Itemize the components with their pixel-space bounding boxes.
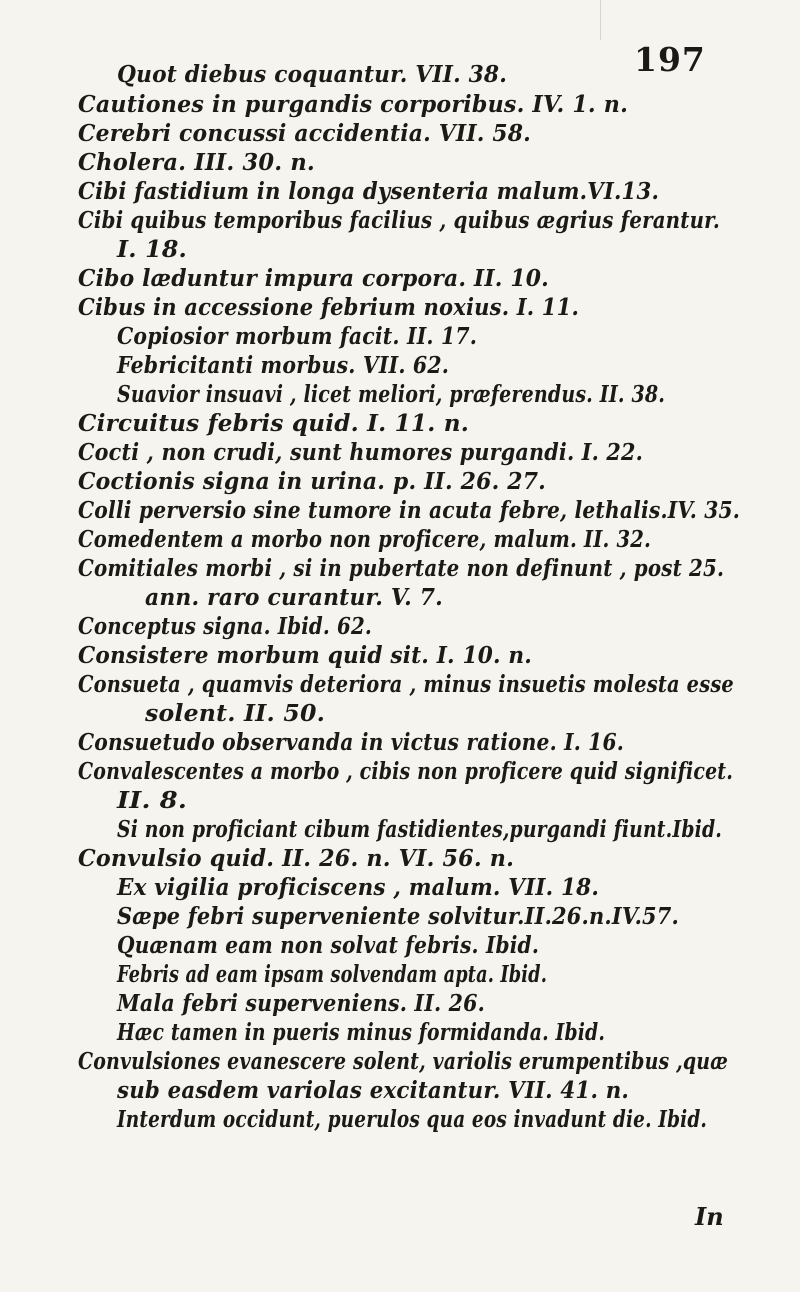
- index-line: Si non proficiant cibum fastidientes,purgandi fiunt.Ibid.: [117, 816, 722, 843]
- index-line: Consuetudo observanda in victus ratione. I. 16.: [78, 729, 624, 756]
- index-line: Quænam eam non solvat febris. Ibid.: [117, 932, 540, 959]
- index-line: Cibus in accessione febrium noxius. I. 11.: [78, 294, 580, 321]
- catchword: In: [695, 1202, 724, 1231]
- index-line: Convulsio quid. II. 26. n. VI. 56. n.: [78, 845, 515, 872]
- index-line: Comitiales morbi , si in pubertate non definunt , post 25.: [78, 555, 725, 582]
- index-line: Febricitanti morbus. VII. 62.: [117, 352, 450, 379]
- index-line: Sæpe febri superveniente solvitur.II.26.n.IV.57.: [117, 903, 679, 930]
- index-line: solent. II. 50.: [145, 700, 326, 727]
- index-line: Febris ad eam ipsam solvendam apta. Ibid.: [117, 961, 548, 988]
- index-line: II. 8.: [117, 787, 187, 814]
- index-line: Circuitus febris quid. I. 11. n.: [78, 410, 469, 437]
- index-line: I. 18.: [117, 236, 187, 263]
- index-line: Cibo læduntur impura corpora. II. 10.: [78, 265, 549, 292]
- index-line: Cautiones in purgandis corporibus. IV. 1. n.: [78, 91, 629, 118]
- index-line: ann. raro curantur. V. 7.: [145, 584, 443, 611]
- index-line: Quot diebus coquantur. VII. 38.: [117, 61, 507, 88]
- index-line: Hæc tamen in pueris minus formidanda. Ibid.: [117, 1019, 606, 1046]
- index-line: Mala febri superveniens. II. 26.: [117, 990, 485, 1017]
- index-line: Comedentem a morbo non proficere, malum. II. 32.: [78, 526, 652, 553]
- index-line: Ex vigilia proficiscens , malum. VII. 18.: [117, 874, 599, 901]
- index-line: Suavior insuavi , licet meliori, præferendus. II. 38.: [117, 381, 666, 408]
- index-line: Cibi quibus temporibus facilius , quibus ægrius ferantur.: [78, 207, 720, 234]
- index-line: Cholera. III. 30. n.: [78, 149, 315, 176]
- page-number: 197: [634, 40, 706, 79]
- index-line: Convulsiones evanescere solent, variolis erumpentibus ,quæ: [78, 1048, 729, 1075]
- index-line: Coctionis signa in urina. p. II. 26. 27.: [78, 468, 547, 495]
- index-line: Consistere morbum quid sit. I. 10. n.: [78, 642, 533, 669]
- index-line: Conceptus signa. Ibid. 62.: [78, 613, 372, 640]
- index-line: Consueta , quamvis deteriora , minus insuetis molesta esse: [78, 671, 734, 698]
- index-line: Cerebri concussi accidentia. VII. 58.: [78, 120, 531, 147]
- index-line: Convalescentes a morbo , cibis non proficere quid significet.: [78, 758, 733, 785]
- page-edge-rule: [600, 0, 601, 40]
- index-line: Copiosior morbum facit. II. 17.: [117, 323, 478, 350]
- index-line: Cocti , non crudi, sunt humores purgandi. I. 22.: [78, 439, 643, 466]
- index-line: Cibi fastidium in longa dysenteria malum.VI.13.: [78, 178, 660, 205]
- index-line: Colli perversio sine tumore in acuta febre, lethalis.IV. 35.: [78, 497, 741, 524]
- index-line: Interdum occidunt, puerulos qua eos invadunt die. Ibid.: [117, 1106, 708, 1133]
- index-line: sub easdem variolas excitantur. VII. 41. n.: [117, 1077, 630, 1104]
